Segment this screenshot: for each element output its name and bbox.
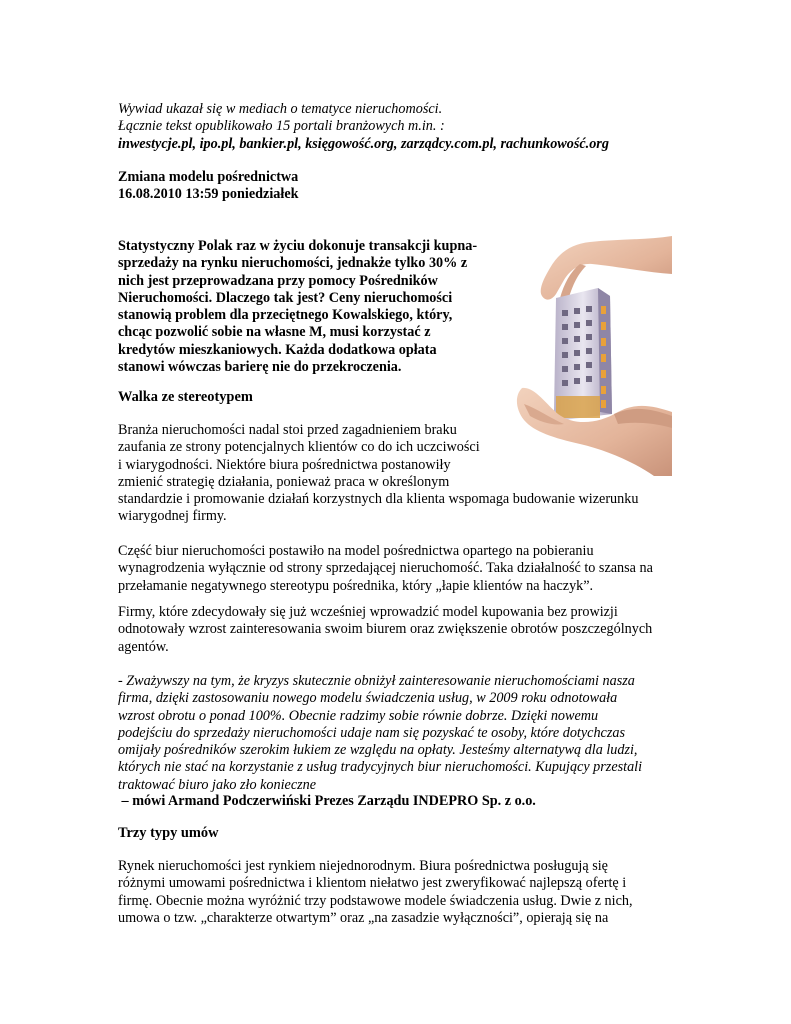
quote-line: wzrost obrotu o ponad 100%. Obecnie radzimy sobie równie dobrze. Dzięki nowemu [118,707,599,724]
publication-note [118,101,674,153]
quote-line: podejściu do sprzedaży nieruchomości udaje nam się pozyskać te osoby, które dotychczas [118,724,625,741]
quote-line: traktować biuro jako zło konieczne [118,776,317,793]
body-line: agentów. [118,638,169,655]
body-line: standardzie i promowanie działań korzystnych dla klienta wspomaga budowanie wizerunku [118,491,639,508]
hands-holding-building-photo [494,236,672,476]
lead-line: sprzedaży na rynku nieruchomości, jednakże tylko 30% z [118,255,468,272]
lead-line: Nieruchomości. Dlaczego tak jest? Ceny nieruchomości [118,289,453,306]
quote-paragraph [118,673,674,794]
article-title: Zmiana modelu pośrednictwa [118,169,299,185]
body-line: i wiarygodności. Niektóre biura pośrednictwa postanowiły [118,456,451,473]
quote-line: - Zważywszy na tym, że kryzys skutecznie obniżył zainteresowanie nieruchomościami nasza [118,673,635,689]
body-line: różnymi umowami pośrednictwa i klientom niełatwo jest zweryfikować najlepszą ofertę i [118,875,627,892]
body-line: zmienić strategię działania, ponieważ praca w określonym [118,473,450,490]
quote-line: których nie stać na korzystanie z usług tradycyjnych biur nieruchomości. Kupujący przestali [118,759,643,776]
publication-note-line: Łącznie tekst opublikowało 15 portali branżowych m.in. : [118,118,445,135]
body-line: odnotowały wzrost zainteresowania swoim biurem oraz zwiększenie obrotów poszczególnych [118,621,653,638]
body-line: Rynek nieruchomości jest rynkiem niejednorodnym. Biura pośrednictwa posługują się [118,858,608,874]
quote-line: firma, dzięki zastosowaniu nowego modelu świadczenia usług, w 2009 roku odnotowała [118,690,618,707]
quote-attribution: – mówi Armand Podczerwiński Prezes Zarządu INDEPRO Sp. z o.o. [118,793,536,809]
body-line: umowa o tzw. „charakterze otwartym” oraz „na zasadzie wyłączności”, opierają się na [118,909,609,926]
portal-list: inwestycje.pl, ipo.pl, bankier.pl, księgowość.org, zarządcy.com.pl, rachunkowość.org [118,135,609,152]
body-line: Część biur nieruchomości postawiło na model pośrednictwa opartego na pobieraniu [118,543,594,559]
body-line: zaufania ze strony potencjalnych klientów co do ich uczciwości [118,439,480,456]
body-paragraph [118,543,674,595]
article-header [118,169,674,204]
body-line: wiarygodnej firmy. [118,508,227,525]
quote-line: omijały pośredników szerokim łukiem ze względu na opłaty. Jesteśmy alternatywą dla ludzi, [118,742,638,759]
lead-line: kredytów mieszkaniowych. Każda dodatkowa opłata [118,341,437,358]
body-paragraph [118,604,674,656]
body-line: firmę. Obecnie można wyróżnić trzy podstawowe modele świadczenia usług. Dwie z nich, [118,892,633,909]
lead-line: chcąc pozwolić sobie na własne M, musi korzystać z [118,324,431,341]
article-date: 16.08.2010 13:59 poniedziałek [118,186,299,203]
body-line: wynagrodzenia wyłącznie od strony sprzedającej nieruchomość. Taka działalność to szansa na [118,560,653,577]
section-heading: Trzy typy umów [118,825,219,841]
lead-line: nich jest przeprowadzana przy pomocy Pośredników [118,272,438,289]
body-line: Firmy, które zdecydowały się już wcześniej wprowadzić model kupowania bez prowizji [118,604,618,620]
body-line: przełamanie negatywnego stereotypu pośrednika, który „łapie klientów na haczyk”. [118,577,594,594]
lead-line: Statystyczny Polak raz w życiu dokonuje transakcji kupna- [118,238,478,254]
publication-note-line: Wywiad ukazał się w mediach o tematyce nieruchomości. [118,101,443,117]
body-paragraph [118,858,674,927]
section-heading: Walka ze stereotypem [118,389,253,405]
body-line: Branża nieruchomości nadal stoi przed zagadnieniem braku [118,422,457,438]
lead-line: stanowi wówczas barierę nie do przekroczenia. [118,359,402,376]
lead-line: stanowią problem dla przeciętnego Kowalskiego, który, [118,307,453,324]
